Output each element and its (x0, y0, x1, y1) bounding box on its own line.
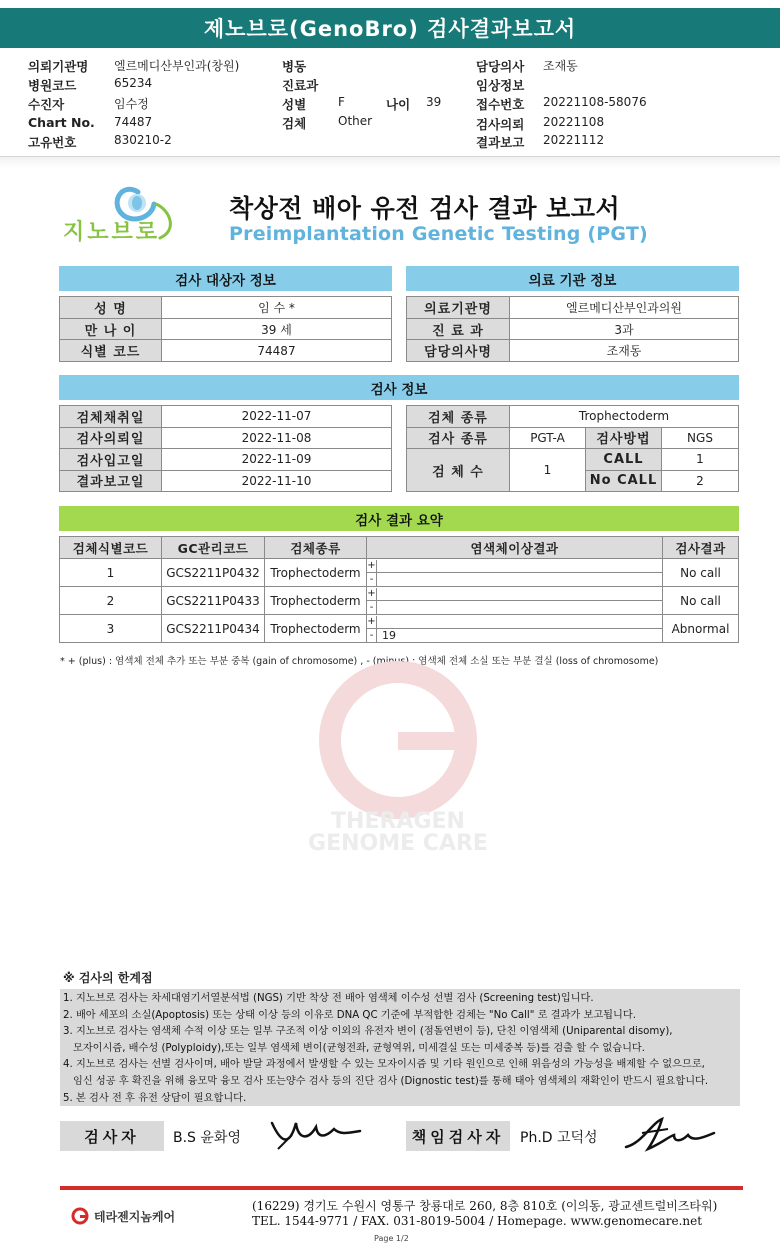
summary-col-header: 검사결과 (663, 537, 739, 559)
test-info-heading: 검사 정보 (59, 375, 739, 400)
header-value: 20221108 (543, 115, 605, 129)
header-value: 엘르메디산부인과(창원) (114, 59, 240, 73)
test-result: No call (663, 559, 739, 587)
table-row (60, 587, 739, 615)
header-label: 검체 (282, 116, 307, 131)
subject-info-table (59, 296, 392, 362)
institution-label: 진 료 과 (407, 318, 510, 340)
header-label: 병동 (282, 59, 307, 74)
theragen-watermark-icon (283, 660, 513, 860)
header-value: 830210-2 (114, 133, 172, 147)
limitation-line: 4. 지노브로 검사는 선별 검사이며, 배아 발달 과정에서 발생할 수 있는 모자이시즘 및 기타 원인으로 인해 위음성의 가능성을 배제할 수 없으므로, (63, 1059, 705, 1071)
summary-col-header: GC관리코드 (162, 537, 265, 559)
summary-table (59, 536, 739, 643)
watermark-line2: GENOME CARE (308, 831, 488, 856)
director-label: 책임검사자 (406, 1121, 510, 1151)
limitation-line: 2. 배아 세포의 소실(Apoptosis) 또는 상태 이상 등의 이유로 DNA QC 기준에 부적합한 검체는 "No Call" 로 결과가 보고됩니다. (63, 1009, 636, 1021)
institution-value: 3과 (510, 318, 739, 340)
chromosome-result (367, 587, 663, 615)
table-row (60, 559, 739, 587)
header-divider (0, 156, 780, 168)
institution-label: 의료기관명 (407, 297, 510, 319)
plus-sign: + (367, 616, 376, 627)
test-date-label: 검사입고일 (60, 449, 162, 471)
header-label: 성별 (282, 97, 307, 112)
test-date-value: 2022-11-10 (162, 470, 392, 492)
patient-header (0, 52, 780, 152)
subject-label: 만 나 이 (60, 318, 162, 340)
subject-label: 식별 코드 (60, 340, 162, 362)
subject-label: 성 명 (60, 297, 162, 319)
call-value: 1 (662, 449, 739, 471)
tester-signature-icon (268, 1115, 363, 1151)
tester-name: B.S 윤화영 (173, 1130, 241, 1146)
loss-value: 19 (382, 628, 396, 642)
subject-value: 39 세 (162, 318, 392, 340)
header-value: 74487 (114, 115, 153, 129)
footer-contact: TEL. 1544-9771 / FAX. 031-8019-5004 / Homepage. www.genomecare.net (252, 1214, 703, 1228)
header-value: 20221108-58076 (543, 95, 647, 109)
specimen-id: 1 (60, 559, 162, 587)
header-label: 병원코드 (28, 78, 77, 93)
header-value: 20221112 (543, 133, 605, 147)
report-title: 제노브로(GenoBro) 검사결과보고서 (203, 17, 577, 41)
page-number: Page 1/2 (374, 1234, 409, 1243)
limitation-line: 모자이시즘, 배수성 (Polyploidy),또는 일부 염색체 변이(균형전좌, 균형역위, 미세결실 또는 미세중복 등)를 검출 할 수 없습니다. (73, 1042, 645, 1054)
limitation-line: 3. 지노브로 검사는 염색체 수적 이상 또는 일부 구조적 이상 이외의 유전자 변이 (점돌연변이 등), 단친 이염색체 (Uniparental disomy), (63, 1026, 673, 1038)
chromosome-result (367, 615, 663, 643)
nocall-value: 2 (662, 470, 739, 492)
header-label: 임상정보 (476, 78, 525, 93)
footer-company: 테라젠지놈케어 (94, 1209, 176, 1224)
chromosome-result (367, 559, 663, 587)
test-date-label: 검체채취일 (60, 406, 162, 428)
director-signature-icon (622, 1113, 718, 1155)
specimen-type: Trophectoderm (265, 587, 367, 615)
subject-value: 74487 (162, 340, 392, 362)
minus-sign: - (367, 629, 377, 642)
specimen-id: 3 (60, 615, 162, 643)
footer-divider (60, 1186, 743, 1190)
header-value: 39 (426, 95, 442, 109)
specimen-id: 2 (60, 587, 162, 615)
call-label: CALL (586, 449, 662, 471)
limitation-line: 1. 지노브로 검사는 차세대염기서열분석법 (NGS) 기반 착상 전 배아 염색체 이수성 선별 검사 (Screening test)입니다. (63, 993, 594, 1004)
header-label: 의뢰기관명 (28, 59, 89, 74)
test-method-label: 검사방법 (586, 427, 662, 449)
nocall-label: No CALL (586, 470, 662, 492)
test-type-value: PGT-A (510, 427, 586, 449)
institution-label: 담당의사명 (407, 340, 510, 362)
plus-sign: + (367, 588, 376, 599)
institution-info-table (406, 296, 739, 362)
test-result: Abnormal (663, 615, 739, 643)
header-label: 고유번호 (28, 135, 77, 150)
test-date-value: 2022-11-07 (162, 406, 392, 428)
gc-code: GCS2211P0432 (162, 559, 265, 587)
report-subtitle: Preimplantation Genetic Testing (PGT) (229, 223, 648, 245)
minus-sign: - (367, 601, 377, 614)
test-date-label: 결과보고일 (60, 470, 162, 492)
test-date-label: 검사의뢰일 (60, 427, 162, 449)
summary-footnote: * + (plus) : 염색체 전체 추가 또는 부분 중복 (gain of chromosome) , - (minus) : 염색체 전체 소실 또는 부분 결실 (loss of chromosome) (60, 656, 659, 667)
subject-value: 임 수 * (162, 297, 392, 319)
institution-value: 엘르메디산부인과의원 (510, 297, 739, 319)
logo-text: 지노브로 (63, 220, 161, 245)
report-main-title: 착상전 배아 유전 검사 결과 보고서 (229, 194, 621, 223)
footer-address: (16229) 경기도 수원시 영통구 창룡대로 260, 8층 810호 (이의동, 광교센트럴비즈타워) (252, 1199, 718, 1213)
header-value: F (338, 95, 345, 109)
test-result: No call (663, 587, 739, 615)
table-row (60, 615, 739, 643)
institution-info-heading: 의료 기관 정보 (406, 266, 739, 291)
header-label: 진료과 (282, 78, 319, 93)
plus-sign: + (367, 560, 376, 571)
limitation-line: 임신 성공 후 확진을 위해 융모막 융모 검사 또는양수 검사 등의 진단 검사 (Dignostic test)를 통해 태아 염색체의 재확인이 반드시 필요합니다. (73, 1075, 709, 1087)
director-name: Ph.D 고덕성 (520, 1130, 598, 1146)
summary-col-header: 염색체이상결과 (367, 537, 663, 559)
test-date-value: 2022-11-09 (162, 449, 392, 471)
header-label: 나이 (386, 97, 411, 112)
footer-logo (70, 1206, 175, 1226)
limitations-title: ※ 검사의 한계점 (63, 971, 153, 985)
specimen-type: Trophectoderm (265, 615, 367, 643)
test-dates-table (59, 405, 392, 492)
summary-col-header: 검체식별코드 (60, 537, 162, 559)
test-specimen-table (406, 405, 739, 492)
header-label: 접수번호 (476, 97, 525, 112)
tester-label: 검사자 (60, 1121, 164, 1151)
summary-col-header: 검체종류 (265, 537, 367, 559)
header-label: 검사의뢰 (476, 117, 525, 132)
limitations-box (60, 989, 740, 1106)
subject-info-heading: 검사 대상자 정보 (59, 266, 392, 291)
header-value: 65234 (114, 76, 153, 90)
theragen-logo-icon (70, 1206, 90, 1226)
gc-code: GCS2211P0434 (162, 615, 265, 643)
specimen-count-value: 1 (510, 449, 586, 492)
footer-address-block (252, 1199, 717, 1229)
header-value: Other (338, 114, 373, 128)
header-value: 임수정 (114, 97, 149, 111)
header-label: 담당의사 (476, 59, 525, 74)
specimen-type-value: Trophectoderm (510, 406, 739, 428)
specimen-type-label: 검체 종류 (407, 406, 510, 428)
gc-code: GCS2211P0433 (162, 587, 265, 615)
test-date-value: 2022-11-08 (162, 427, 392, 449)
header-value: 조재동 (543, 59, 578, 73)
test-method-value: NGS (662, 427, 739, 449)
summary-heading: 검사 결과 요약 (59, 506, 739, 531)
limitation-line: 5. 본 검사 전 후 유전 상담이 필요합니다. (63, 1092, 247, 1104)
institution-value: 조재동 (510, 340, 739, 362)
header-label: Chart No. (28, 115, 95, 130)
specimen-type: Trophectoderm (265, 559, 367, 587)
test-type-label: 검사 종류 (407, 427, 510, 449)
header-label: 수진자 (28, 97, 65, 112)
watermark-line1: THERAGEN (331, 809, 465, 834)
minus-sign: - (367, 573, 377, 586)
specimen-count-label: 검 체 수 (407, 449, 510, 492)
report-title-bar (0, 8, 780, 48)
header-label: 결과보고 (476, 135, 525, 150)
